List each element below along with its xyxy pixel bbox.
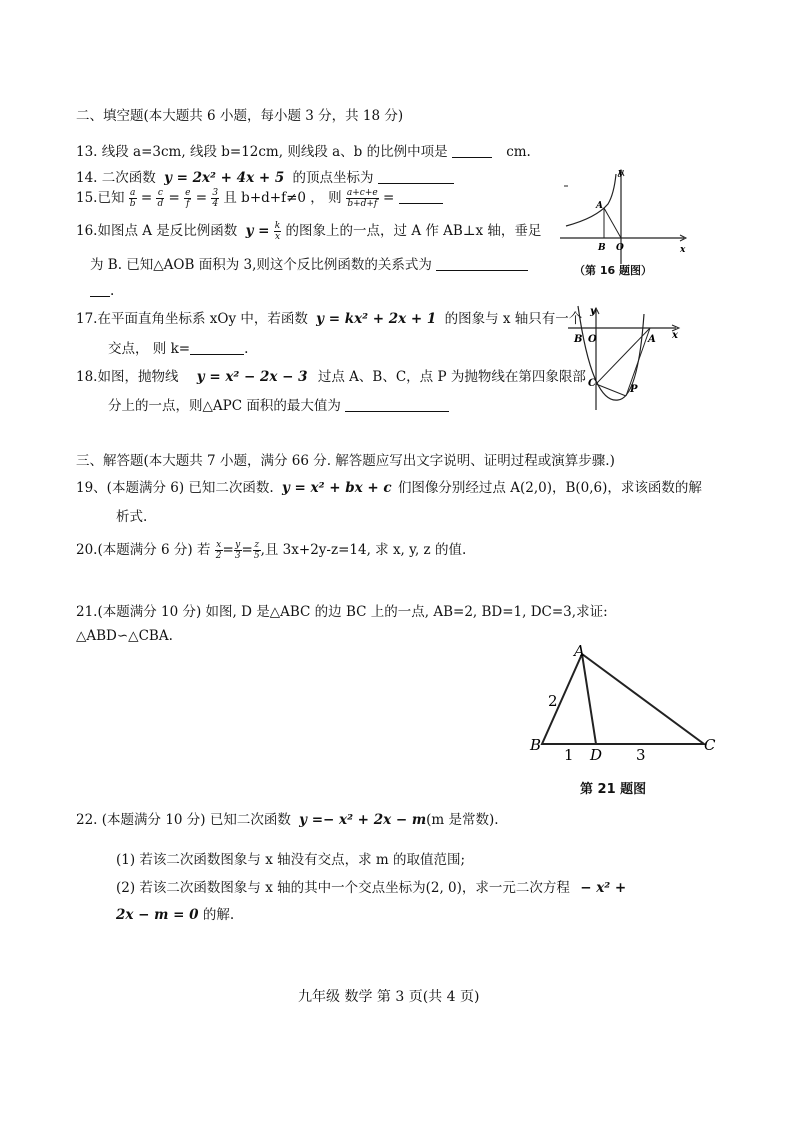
fig18-a-label: A bbox=[648, 334, 656, 345]
question-22 bbox=[76, 808, 499, 828]
q16-fn: k bbox=[274, 221, 281, 231]
q15-frac-e-f bbox=[184, 188, 191, 209]
q18-expr: y = x² − 2x − 3 bbox=[196, 369, 308, 385]
question-18-line2 bbox=[108, 394, 449, 414]
q15-lead: 15.已知 bbox=[76, 190, 125, 206]
q15-eq1: = bbox=[140, 190, 153, 206]
question-13 bbox=[76, 140, 531, 160]
question-15 bbox=[76, 186, 443, 209]
question-17-line2 bbox=[108, 337, 248, 357]
q15-f5n: a+c+e bbox=[346, 188, 378, 198]
fig18-x-label: x bbox=[672, 330, 678, 341]
figure-16-graph bbox=[556, 166, 696, 266]
question-22-part2 bbox=[116, 876, 626, 896]
question-16-line3 bbox=[90, 282, 114, 299]
q15-f2n: c bbox=[157, 188, 163, 198]
q20-f1d: 2 bbox=[215, 551, 222, 561]
fig21-b-label: B bbox=[530, 736, 542, 754]
fig16-o-label: O bbox=[616, 243, 624, 253]
q22-tail: (m 是常数). bbox=[426, 812, 499, 828]
q20-f2n: y bbox=[235, 540, 241, 550]
triangle-abc bbox=[542, 654, 704, 744]
q17-tail: 的图象与 x 轴只有一个 bbox=[444, 311, 583, 327]
q14-blank[interactable] bbox=[378, 169, 454, 184]
q18-line2: 分上的一点，则△APC 面积的最大值为 bbox=[108, 398, 341, 414]
section2-heading: 二、填空题(本大题共 6 小题，每小题 3 分，共 18 分) bbox=[76, 108, 404, 124]
q15-f4n: 3 bbox=[212, 188, 219, 198]
q16-expr: y = bbox=[245, 223, 270, 239]
q15-f5d: b+d+f bbox=[347, 199, 378, 209]
q20-tail: ,且 3x+2y-z=14, 求 x, y, z 的值. bbox=[260, 542, 467, 558]
q15-f4d: 4 bbox=[212, 199, 219, 209]
fig21-c-label: C bbox=[704, 736, 716, 754]
q16-blank[interactable] bbox=[436, 256, 528, 271]
fig18-p-label: P bbox=[630, 384, 638, 395]
question-20: 20.(本题满分 6 分) 若 $\frac{x}{2}$ = $\frac{y}{3}$ = $\frac{z}{5}$ ,且 3x+2y-z=14, 求 x, y, z 的值. bbox=[76, 540, 467, 561]
question-16-line2 bbox=[90, 253, 528, 273]
fig16-x-label: x bbox=[680, 245, 686, 255]
page-footer: 九年级 数学 第 3 页(共 4 页) bbox=[298, 989, 480, 1005]
q18-lead: 18.如图，抛物线 bbox=[76, 369, 179, 385]
q16-lead: 16.如图点 A 是反比例函数 bbox=[76, 223, 238, 239]
q15-blank[interactable] bbox=[399, 189, 443, 204]
q20-frac-x bbox=[215, 540, 223, 561]
q17-line2: 交点， 则 k= bbox=[108, 341, 191, 357]
q15-frac-3-4 bbox=[211, 188, 219, 209]
segment-ca bbox=[596, 328, 650, 384]
q18-tail: 过点 A、B、C，点 P 为抛物线在第四象限部 bbox=[317, 369, 586, 385]
fig18-y-label: y bbox=[590, 306, 596, 317]
q22-p3-tail: 的解. bbox=[202, 907, 235, 923]
q14-lead: 14. 二次函数 bbox=[76, 170, 156, 186]
q19-tail: 们图像分别经过点 A(2,0)，B(0,6)，求该函数的解 bbox=[397, 480, 702, 496]
q20-f3d: 5 bbox=[253, 551, 260, 561]
segment-ad bbox=[582, 654, 596, 744]
q20-frac-z bbox=[253, 540, 261, 561]
fig16-b-label: B bbox=[598, 243, 606, 253]
q15-f3n: e bbox=[185, 188, 191, 198]
q21-line2: △ABD∽△CBA. bbox=[76, 628, 173, 644]
q16-line3: . bbox=[110, 283, 115, 299]
fig21-d-label: D bbox=[590, 746, 603, 762]
q15-cond: 且 b+d+f≠0 ， 则 bbox=[223, 190, 342, 206]
q20-f2d: 3 bbox=[234, 551, 241, 561]
section3-heading: 三、解答题(本大题共 7 小题，满分 66 分. 解答题应写出文字说明、证明过程或演算步骤.) bbox=[76, 453, 615, 469]
hyperbola-curve bbox=[566, 174, 616, 226]
q16-blank-cont[interactable] bbox=[90, 282, 110, 297]
figure-18 bbox=[566, 304, 686, 414]
q15-eq3: = bbox=[195, 190, 208, 206]
q19-line2: 析式. bbox=[116, 509, 148, 525]
question-16 bbox=[76, 219, 541, 242]
question-17 bbox=[76, 307, 582, 327]
q17-blank[interactable] bbox=[190, 340, 244, 355]
figure-21-graph bbox=[526, 642, 726, 762]
q15-f3d: f bbox=[186, 199, 190, 209]
q13-unit: cm. bbox=[506, 144, 531, 160]
q15-frac-sum bbox=[346, 188, 379, 209]
figure-21-caption: 第 21 题图 bbox=[580, 782, 647, 797]
q17-expr: y = kx² + 2x + 1 bbox=[316, 311, 437, 327]
q20-frac-y bbox=[234, 540, 242, 561]
q13-text: 13. 线段 a=3cm, 线段 b=12cm, 则线段 a、b 的比例中项是 bbox=[76, 144, 448, 160]
q19-lead: 19、(本题满分 6) 已知二次函数. bbox=[76, 480, 274, 496]
q20-f3n: z bbox=[254, 540, 260, 550]
q13-blank[interactable] bbox=[452, 143, 492, 158]
question-14 bbox=[76, 166, 454, 186]
q18-blank[interactable] bbox=[345, 397, 449, 412]
q22-expr: y =− x² + 2x − m bbox=[299, 812, 427, 828]
q16-frac-k-x bbox=[274, 221, 281, 242]
fig16-a-label: A bbox=[596, 201, 603, 211]
q22-part1: (1) 若该二次函数图象与 x 轴没有交点，求 m 的取值范围; bbox=[116, 852, 466, 868]
fig18-b-label: B bbox=[574, 334, 583, 345]
fig18-o-label: O bbox=[588, 334, 597, 345]
q16-line2: 为 B. 已知△AOB 面积为 3,则这个反比例函数的关系式为 bbox=[90, 257, 432, 273]
q22-part2: (2) 若该二次函数图象与 x 轴的其中一个交点坐标为(2, 0)，求一元二次方程 bbox=[116, 880, 570, 896]
fig18-c-label: C bbox=[588, 378, 596, 389]
q15-f1d: b bbox=[129, 199, 136, 209]
q21-line1: 21.(本题满分 10 分) 如图, D 是△ABC 的边 BC 上的一点, AB=2, BD=1, DC=3,求证: bbox=[76, 604, 608, 620]
fig21-ab-length: 2 bbox=[548, 692, 558, 710]
q16-fd: x bbox=[274, 232, 281, 242]
q15-eq4: = bbox=[383, 190, 395, 206]
segment-ao bbox=[604, 208, 621, 238]
q15-frac-a-b bbox=[129, 188, 137, 209]
q22-lead: 22. (本题满分 10 分) 已知二次函数 bbox=[76, 812, 291, 828]
q19-expr: y = x² + bx + c bbox=[281, 480, 392, 496]
q22-p2-expr: − x² + bbox=[580, 880, 627, 896]
fig21-bd-length: 1 bbox=[564, 746, 574, 762]
q16-tail: 的图象上的一点，过 A 作 AB⊥x 轴，垂足 bbox=[285, 223, 542, 239]
q17-lead: 17.在平面直角坐标系 xOy 中，若函数 bbox=[76, 311, 308, 327]
figure-18-graph bbox=[566, 304, 686, 414]
q15-frac-c-d bbox=[156, 188, 164, 209]
q15-f2d: d bbox=[157, 199, 164, 209]
fig16-y-label: y bbox=[618, 168, 624, 178]
figure-16 bbox=[556, 166, 696, 282]
question-18 bbox=[76, 365, 586, 385]
q20-lead: 20.(本题满分 6 分) 若 bbox=[76, 542, 211, 558]
question-22-part3 bbox=[116, 903, 234, 923]
q20-f1n: x bbox=[216, 540, 222, 550]
figure-21 bbox=[526, 642, 726, 798]
fig21-dc-length: 3 bbox=[636, 746, 646, 762]
q15-f1n: a bbox=[129, 188, 136, 198]
fig21-a-label: A bbox=[574, 642, 585, 660]
figure-16-caption: （第 16 题图） bbox=[574, 264, 652, 277]
q17-line2end: . bbox=[244, 341, 249, 357]
question-19 bbox=[76, 476, 702, 496]
q14-tail: 的顶点坐标为 bbox=[292, 170, 374, 186]
q15-eq2: = bbox=[168, 190, 180, 206]
q22-p3-expr: 2x − m = 0 bbox=[116, 907, 199, 923]
q14-expr: y = 2x² + 4x + 5 bbox=[164, 170, 285, 186]
